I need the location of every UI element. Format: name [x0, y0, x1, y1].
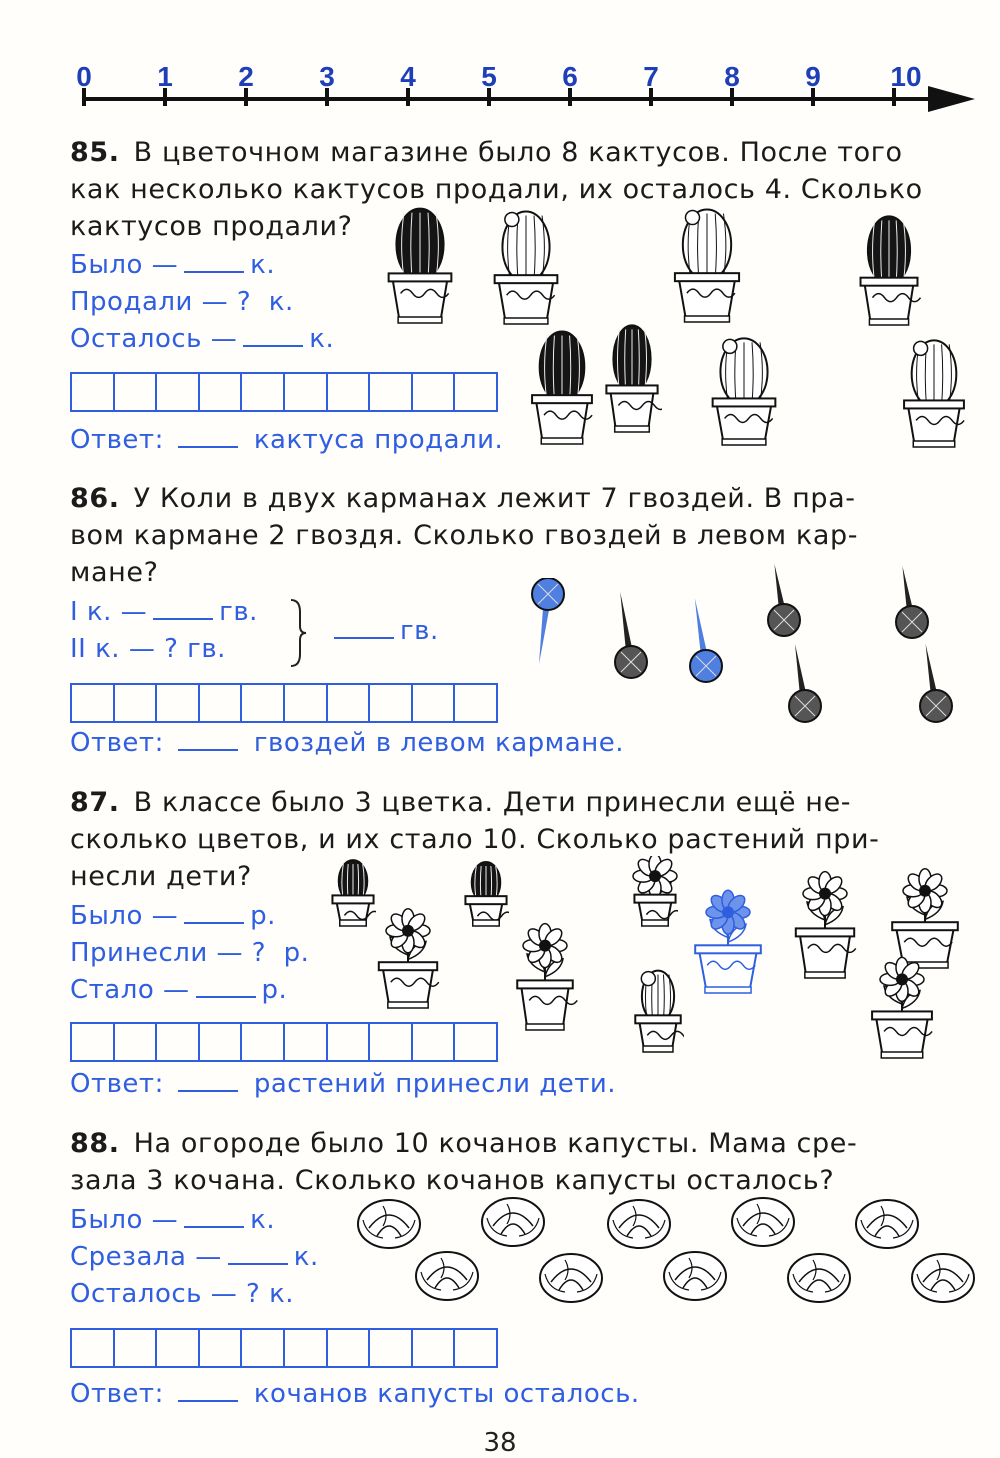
grid-cell[interactable]: [455, 1024, 496, 1060]
condition-line: I к. — гв.: [70, 597, 258, 627]
condition-line: Было — к.: [70, 1205, 276, 1235]
blank-field[interactable]: [153, 600, 213, 620]
grid-cell[interactable]: [370, 1024, 413, 1060]
grid-cell[interactable]: [200, 374, 243, 410]
cabbage-icon: [786, 1252, 852, 1304]
answer-line: Ответ: кактуса продали.: [70, 425, 504, 455]
nail-icon: [910, 640, 962, 724]
potted-plant-icon: [790, 860, 860, 980]
blank-field[interactable]: [243, 327, 303, 347]
grid-cell[interactable]: [285, 1330, 328, 1366]
grid-cell[interactable]: [455, 1330, 496, 1366]
number-line-label: 0: [76, 61, 92, 92]
cabbage-icon: [854, 1198, 920, 1250]
number-line-label: 3: [319, 61, 335, 92]
cactus-icon: [526, 328, 598, 446]
grid-cell[interactable]: [242, 1330, 285, 1366]
grid-cell[interactable]: [115, 1024, 158, 1060]
task-number: 87.: [70, 787, 120, 818]
grid-cell[interactable]: [200, 685, 243, 721]
task-number: 86.: [70, 483, 120, 514]
grid-cell[interactable]: [242, 374, 285, 410]
number-line-label: 7: [643, 61, 659, 92]
number-line-label: 10: [890, 61, 922, 92]
answer-grid[interactable]: [70, 683, 498, 723]
grid-cell[interactable]: [413, 374, 456, 410]
blank-field[interactable]: [196, 978, 256, 998]
grid-cell[interactable]: [157, 685, 200, 721]
total-line: гв.: [334, 613, 439, 650]
grid-cell[interactable]: [72, 374, 115, 410]
number-line-label: 9: [805, 61, 821, 92]
number-line-label: 6: [562, 61, 578, 92]
cactus-icon: [488, 208, 564, 326]
condition-line: Срезала — к.: [70, 1242, 319, 1272]
grid-cell[interactable]: [72, 685, 115, 721]
nail-icon: [760, 560, 808, 638]
number-line: [0, 0, 1000, 120]
task-87-text: 87. В классе было 3 цветка. Дети принесли ещё не- сколько цветов, и их стало 10. Сколько растений при- несли дети?: [70, 787, 880, 892]
grid-cell[interactable]: [242, 685, 285, 721]
grid-cell[interactable]: [455, 374, 496, 410]
grid-cell[interactable]: [328, 374, 371, 410]
grid-cell[interactable]: [242, 1024, 285, 1060]
nail-icon: [780, 640, 830, 724]
grid-cell[interactable]: [200, 1330, 243, 1366]
condition-line: II к. — ? гв.: [70, 634, 226, 664]
cabbage-icon: [356, 1198, 422, 1250]
answer-line: Ответ: растений принесли дети.: [70, 1069, 617, 1099]
number-line-label: 2: [238, 61, 254, 92]
number-line-label: 5: [481, 61, 497, 92]
grid-cell[interactable]: [115, 1330, 158, 1366]
potted-plant-icon: [688, 880, 768, 995]
brace-icon: [288, 598, 308, 668]
cabbage-icon: [538, 1252, 604, 1304]
grid-cell[interactable]: [157, 374, 200, 410]
condition-line: Осталось — к.: [70, 324, 335, 354]
grid-cell[interactable]: [413, 685, 456, 721]
potted-plant-icon: [330, 858, 376, 928]
condition-line: Стало — р.: [70, 975, 288, 1005]
grid-cell[interactable]: [285, 374, 328, 410]
grid-cell[interactable]: [115, 685, 158, 721]
grid-cell[interactable]: [285, 1024, 328, 1060]
cactus-icon: [668, 206, 746, 324]
blank-field[interactable]: [228, 1245, 288, 1265]
blank-field[interactable]: [334, 619, 394, 639]
grid-cell[interactable]: [328, 1024, 371, 1060]
nail-icon: [678, 594, 734, 684]
condition-line: Было — к.: [70, 250, 276, 280]
grid-cell[interactable]: [72, 1024, 115, 1060]
potted-plant-icon: [373, 900, 443, 1010]
grid-cell[interactable]: [370, 1330, 413, 1366]
potted-plant-icon: [463, 860, 509, 928]
cabbage-icon: [414, 1250, 480, 1302]
grid-cell[interactable]: [72, 1330, 115, 1366]
task-86-text: 86. У Коли в двух карманах лежит 7 гвоздей. В пра- вом кармане 2 гвоздя. Сколько гвоздей в левом кар- мане?: [70, 483, 859, 588]
blank-field[interactable]: [184, 253, 244, 273]
potted-plant-icon: [866, 948, 938, 1060]
answer-grid[interactable]: [70, 1022, 498, 1062]
number-line-label: 8: [724, 61, 740, 92]
task-number: 88.: [70, 1128, 120, 1159]
potted-plant-icon: [632, 968, 684, 1054]
answer-blank[interactable]: [178, 1072, 238, 1092]
cactus-icon: [602, 322, 662, 434]
grid-cell[interactable]: [370, 685, 413, 721]
grid-cell[interactable]: [115, 374, 158, 410]
condition-line: Принесли — ? р.: [70, 938, 310, 968]
nail-icon: [888, 562, 936, 640]
task-88-text: 88. На огороде было 10 кочанов капусты. Мама сре- зала 3 кочана. Сколько кочанов капусты осталось?: [70, 1128, 858, 1196]
answer-blank[interactable]: [178, 1382, 238, 1402]
blank-field[interactable]: [184, 1208, 244, 1228]
blank-field[interactable]: [184, 904, 244, 924]
number-line-label: 4: [400, 61, 416, 92]
grid-cell[interactable]: [328, 685, 371, 721]
nail-icon: [604, 588, 658, 680]
potted-plant-icon: [512, 912, 578, 1032]
cabbage-icon: [662, 1250, 728, 1302]
cactus-icon: [706, 335, 782, 447]
answer-grid[interactable]: [70, 372, 498, 412]
grid-cell[interactable]: [157, 1024, 200, 1060]
grid-cell[interactable]: [455, 685, 496, 721]
cactus-icon: [898, 337, 970, 449]
grid-cell[interactable]: [370, 374, 413, 410]
cabbage-icon: [480, 1196, 546, 1248]
grid-cell[interactable]: [328, 1330, 371, 1366]
answer-grid[interactable]: [70, 1328, 498, 1368]
condition-line: Осталось — ? к.: [70, 1279, 295, 1309]
condition-line: Было — р.: [70, 901, 276, 931]
cabbage-icon: [606, 1198, 672, 1250]
answer-blank[interactable]: [178, 428, 238, 448]
page-number: 38: [483, 1428, 517, 1458]
cactus-icon: [382, 205, 458, 325]
cabbage-icon: [910, 1252, 976, 1304]
cabbage-icon: [730, 1196, 796, 1248]
condition-line: Продали — ? к.: [70, 287, 294, 317]
grid-cell[interactable]: [413, 1330, 456, 1366]
grid-cell[interactable]: [413, 1024, 456, 1060]
cactus-icon: [855, 213, 923, 327]
nail-icon: [518, 578, 578, 668]
number-line-label: 1: [157, 61, 173, 92]
grid-cell[interactable]: [200, 1024, 243, 1060]
answer-line: Ответ: кочанов капусты осталось.: [70, 1379, 640, 1409]
task-85-text: 85. В цветочном магазине было 8 кактусов. После того как несколько кактусов продали, их осталось 4. Сколько кактусов продали?: [70, 137, 923, 242]
answer-line: Ответ: гвоздей в левом кармане.: [70, 728, 624, 758]
potted-plant-icon: [632, 856, 678, 928]
task-number: 85.: [70, 137, 120, 168]
grid-cell[interactable]: [285, 685, 328, 721]
answer-blank[interactable]: [178, 731, 238, 751]
grid-cell[interactable]: [157, 1330, 200, 1366]
